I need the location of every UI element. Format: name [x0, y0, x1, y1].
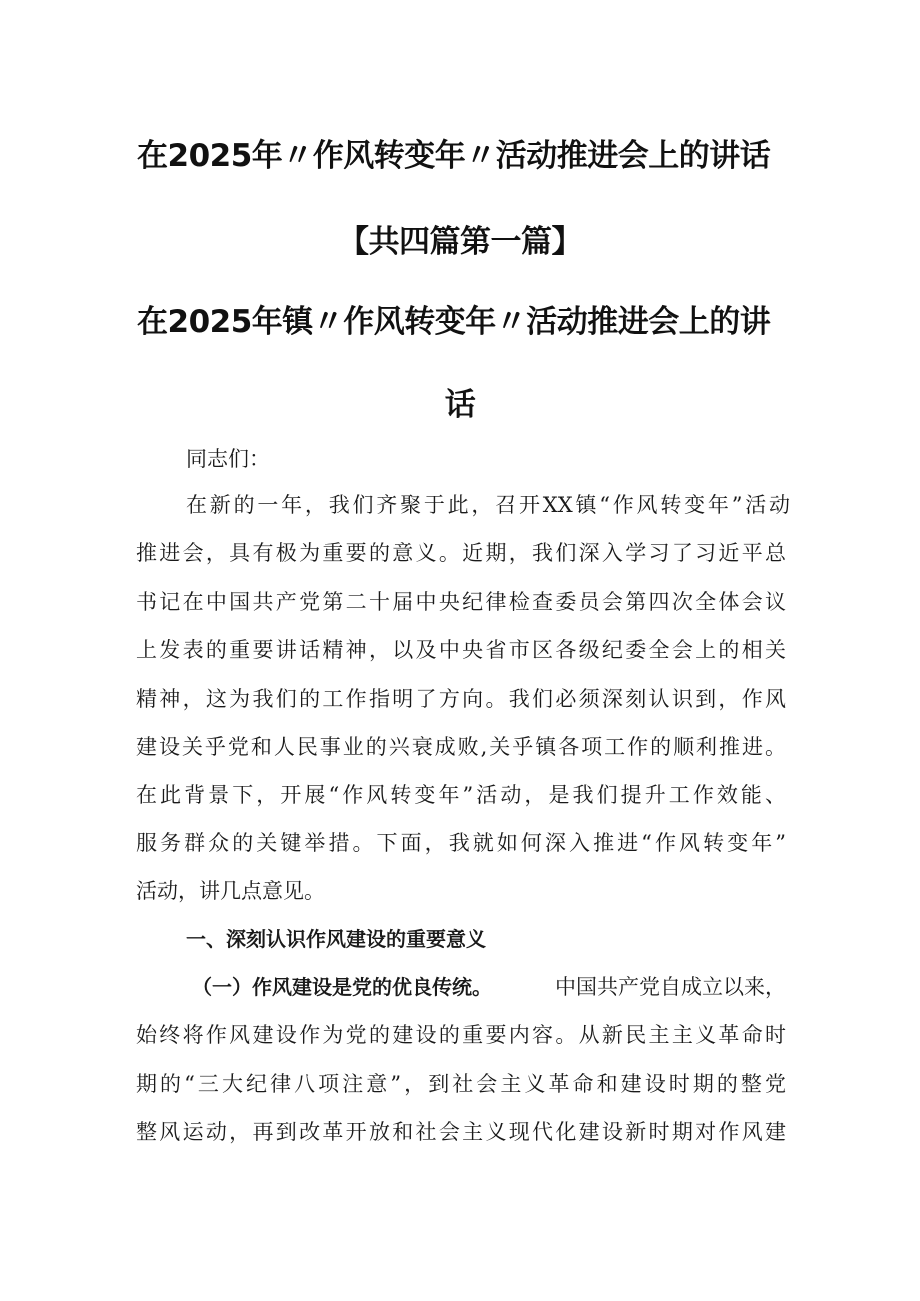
speech-body: [136, 0, 796, 1301]
subsection-1-heading: （一）作风建设是党的优良传统。: [192, 975, 492, 999]
speech-title-line-2: 话: [444, 387, 476, 423]
paragraph-1-line: 推进会，具有极为重要的意义。近期，我们深入学习了习近平总: [136, 541, 786, 565]
subsection-1-lead-text: 中国共产党自成立以来，: [555, 975, 786, 999]
paragraph-1-line: 书记在中国共产党第二十届中央纪律检查委员会第四次全体会议: [136, 590, 786, 614]
section-1-heading: 一、深刻认识作风建设的重要意义: [186, 927, 486, 951]
paragraph-2-line: 期的“三大纪律八项注意”，到社会主义革命和建设时期的整党: [136, 1072, 786, 1096]
document-title-line-1: 在2025年〃作风转变年〃活动推进会上的讲话: [137, 138, 771, 174]
speech-title-line-1: 在2025年镇〃作风转变年〃活动推进会上的讲: [137, 304, 771, 340]
salutation: 同志们：: [186, 447, 270, 471]
document-subtitle-part-label: 【共四篇第一篇】: [338, 224, 582, 260]
paragraph-2-line: 始终将作风建设作为党的建设的重要内容。从新民主主义革命时: [136, 1023, 786, 1047]
paragraph-2-line: 整风运动，再到改革开放和社会主义现代化建设新时期对作风建: [136, 1120, 786, 1144]
paragraph-1-line: 上发表的重要讲话精神，以及中央省市区各级纪委全会上的相关: [136, 638, 786, 662]
paragraph-1-line: 服务群众的关键举措。下面，我就如何深入推进“作风转变年”: [136, 831, 786, 855]
paragraph-1-line: 建设关乎党和人民事业的兴衰成败,关乎镇各项工作的顺利推进。: [136, 735, 786, 759]
paragraph-1-line: 活动，讲几点意见。: [136, 879, 325, 903]
paragraph-1-line: 精神，这为我们的工作指明了方向。我们必须深刻认识到，作风: [136, 687, 786, 711]
paragraph-1-line: 在此背景下，开展“作风转变年”活动，是我们提升工作效能、: [136, 783, 786, 807]
subsection-1-line: [192, 972, 786, 1002]
paragraph-1-line: 在新的一年，我们齐聚于此，召开XX镇“作风转变年”活动: [186, 493, 790, 517]
